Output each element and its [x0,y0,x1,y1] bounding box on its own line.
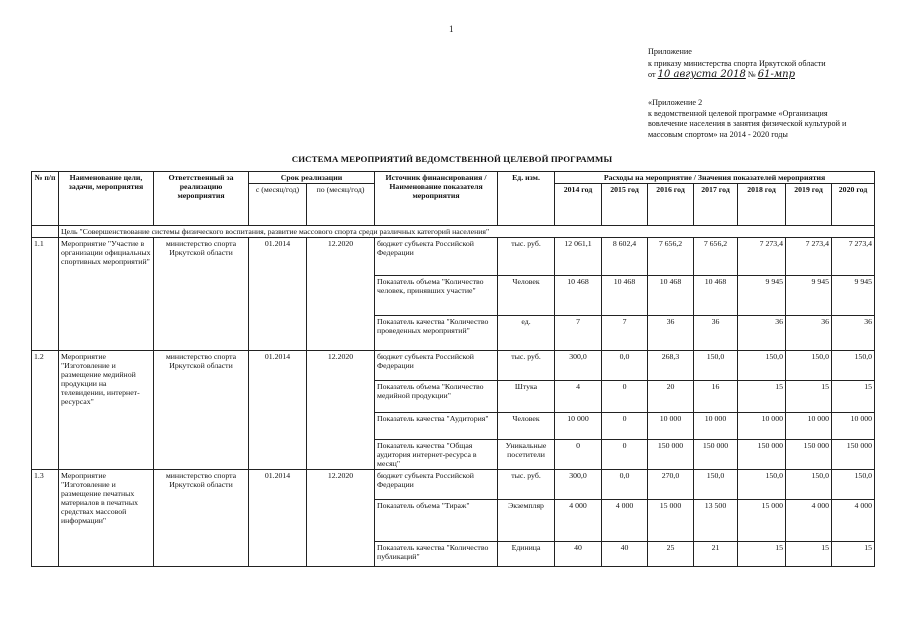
value-cell: 150,0 [738,351,786,381]
unit-cell: Уникальные посетители [498,440,555,470]
activity-responsible: министерство спорта Иркутской области [154,238,249,351]
handwritten-date: 10 августа 2018 [657,69,746,80]
source-cell: бюджет субъекта Российской Федерации [375,238,498,276]
source-cell: Показатель объема "Количество медийной продукции" [375,381,498,413]
value-cell: 15 [738,542,786,567]
value-cell: 7 656,2 [694,238,738,276]
source-cell: Показатель объема "Тираж" [375,500,498,542]
value-cell: 9 945 [738,276,786,316]
activity-from: 01.2014 [249,351,307,470]
value-cell: 8 602,4 [602,238,648,276]
document-title: СИСТЕМА МЕРОПРИЯТИЙ ВЕДОМСТВЕННОЙ ЦЕЛЕВОЙ ПРОГРАММЫ [291,154,613,164]
header-year: 2019 год [786,184,832,226]
table-row [32,238,875,276]
value-cell: 150 000 [832,440,875,470]
value-cell: 0 [602,440,648,470]
header-unit: Ед. изм. [498,172,555,226]
handwritten-number: 61-мпр [757,69,795,80]
source-cell: бюджет субъекта Российской Федерации [375,470,498,500]
appendix2-line-2: к ведомственной целевой программе «Организация [648,108,828,118]
unit-cell: Человек [498,413,555,440]
value-cell: 10 000 [832,413,875,440]
goal-text: Цель "Совершенствование системы физического воспитания, развитие массового спорта среди различных категорий населения" [59,226,875,238]
appendix-from-label: от [648,70,656,79]
value-cell: 10 468 [555,276,602,316]
value-cell: 150,0 [832,470,875,500]
header-year: 2015 год [602,184,648,226]
value-cell: 12 061,1 [555,238,602,276]
value-cell: 4 [555,381,602,413]
value-cell: 150,0 [694,470,738,500]
header-to: по (месяц/год) [307,184,375,226]
goal-row [32,226,875,238]
value-cell: 7 [555,316,602,351]
table-row [32,470,875,500]
value-cell: 0 [555,440,602,470]
page-number: 1 [449,24,454,34]
appendix2-line-4: массовым спортом» на 2014 - 2020 годы [648,129,788,139]
value-cell: 150 000 [648,440,694,470]
value-cell: 36 [786,316,832,351]
value-cell: 40 [602,542,648,567]
value-cell: 7 [602,316,648,351]
activity-num: 1.3 [32,470,59,567]
value-cell: 10 468 [602,276,648,316]
source-cell: Показатель качества "Количество проведенных мероприятий" [375,316,498,351]
header-term: Срок реализации [249,172,375,184]
value-cell: 268,3 [648,351,694,381]
activity-name: Мероприятие "Изготовление и размещение печатных материалов в печатных средствах массовой информации" [59,470,154,567]
appendix-line-1: Приложение [648,47,692,56]
value-cell: 150 000 [738,440,786,470]
activity-responsible: министерство спорта Иркутской области [154,351,249,470]
unit-cell: тыс. руб. [498,470,555,500]
value-cell: 15 [786,381,832,413]
value-cell: 7 273,4 [832,238,875,276]
source-cell: Показатель объема "Количество человек, принявших участие" [375,276,498,316]
value-cell: 9 945 [832,276,875,316]
value-cell: 300,0 [555,351,602,381]
header-name: Наименование цели, задачи, мероприятия [59,172,154,226]
value-cell: 10 000 [738,413,786,440]
source-cell: бюджет субъекта Российской Федерации [375,351,498,381]
header-row-1 [32,172,875,184]
value-cell: 150,0 [786,470,832,500]
value-cell: 15 000 [738,500,786,542]
header-expenses: Расходы на мероприятие / Значения показателей мероприятия [555,172,875,184]
appendix-line-2: к приказу министерства спорта Иркутской области [648,58,826,68]
value-cell: 150,0 [786,351,832,381]
value-cell: 16 [694,381,738,413]
unit-cell: Единица [498,542,555,567]
value-cell: 15 000 [648,500,694,542]
header-year: 2014 год [555,184,602,226]
table-row [32,351,875,381]
appendix-number-label: № [747,70,756,79]
value-cell: 150,0 [738,470,786,500]
value-cell: 0 [602,413,648,440]
activity-from: 01.2014 [249,470,307,567]
value-cell: 7 273,4 [738,238,786,276]
value-cell: 21 [694,542,738,567]
header-responsible: Ответственный за реализацию мероприятия [154,172,249,226]
source-cell: Показатель качества "Общая аудитория интернет-ресурса в месяц" [375,440,498,470]
value-cell: 40 [555,542,602,567]
activity-to: 12.2020 [307,470,375,567]
value-cell: 15 [832,542,875,567]
value-cell: 4 000 [832,500,875,542]
unit-cell: ед. [498,316,555,351]
header-year: 2016 год [648,184,694,226]
activity-to: 12.2020 [307,351,375,470]
appendix2-block [648,98,898,140]
program-table [31,171,875,567]
header-year: 2018 год [738,184,786,226]
value-cell: 25 [648,542,694,567]
value-cell: 300,0 [555,470,602,500]
value-cell: 10 468 [694,276,738,316]
value-cell: 0,0 [602,351,648,381]
source-cell: Показатель качества "Количество публикаций" [375,542,498,567]
value-cell: 4 000 [555,500,602,542]
value-cell: 15 [738,381,786,413]
header-year: 2017 год [694,184,738,226]
value-cell: 36 [832,316,875,351]
unit-cell: Экземпляр [498,500,555,542]
unit-cell: Человек [498,276,555,316]
value-cell: 150 000 [786,440,832,470]
value-cell: 4 000 [602,500,648,542]
value-cell: 36 [738,316,786,351]
value-cell: 15 [832,381,875,413]
value-cell: 13 500 [694,500,738,542]
header-source: Источник финансирования / Наименование показателя мероприятия [375,172,498,226]
value-cell: 4 000 [786,500,832,542]
value-cell: 15 [786,542,832,567]
source-cell: Показатель качества "Аудитория" [375,413,498,440]
value-cell: 36 [694,316,738,351]
value-cell: 150 000 [694,440,738,470]
value-cell: 10 000 [555,413,602,440]
activity-num: 1.2 [32,351,59,470]
value-cell: 36 [648,316,694,351]
appendix2-line-3: вовлечение населения в занятия физической культурой и [648,119,847,128]
header-year: 2020 год [832,184,875,226]
activity-from: 01.2014 [249,238,307,351]
value-cell: 270,0 [648,470,694,500]
value-cell: 0,0 [602,470,648,500]
value-cell: 0 [602,381,648,413]
header-num: № п/п [32,172,59,226]
value-cell: 9 945 [786,276,832,316]
appendix-block [648,46,898,81]
value-cell: 20 [648,381,694,413]
value-cell: 10 000 [648,413,694,440]
unit-cell: Штука [498,381,555,413]
appendix2-line-1: «Приложение 2 [648,98,703,107]
value-cell: 10 000 [694,413,738,440]
unit-cell: тыс. руб. [498,238,555,276]
value-cell: 10 468 [648,276,694,316]
unit-cell: тыс. руб. [498,351,555,381]
header-from: с (месяц/год) [249,184,307,226]
value-cell: 7 656,2 [648,238,694,276]
value-cell: 150,0 [832,351,875,381]
activity-name: Мероприятие "Участие в организации официальных спортивных мероприятий" [59,238,154,351]
value-cell: 150,0 [694,351,738,381]
activity-responsible: министерство спорта Иркутской области [154,470,249,567]
appendix-line-3 [648,69,898,81]
goal-num-cell [32,226,59,238]
activity-to: 12.2020 [307,238,375,351]
value-cell: 10 000 [786,413,832,440]
activity-num: 1.1 [32,238,59,351]
value-cell: 7 273,4 [786,238,832,276]
activity-name: Мероприятие "Изготовление и размещение медийной продукции на телевидении, интернет-ресурсах" [59,351,154,470]
